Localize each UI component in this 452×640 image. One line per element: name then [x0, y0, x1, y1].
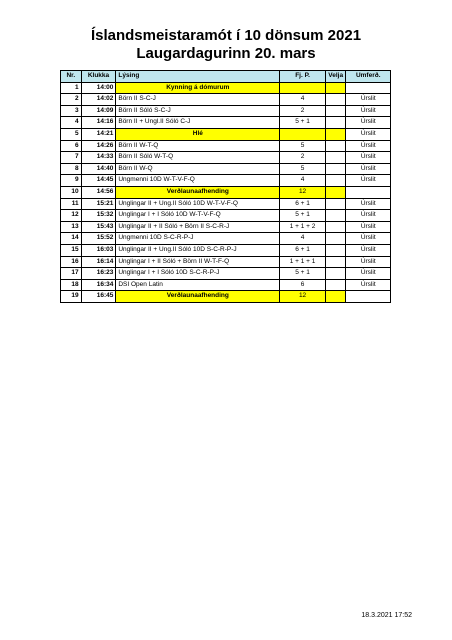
cell-lysing: Börn II Sóló S-C-J	[116, 105, 280, 117]
table-row	[61, 82, 391, 94]
cell-lysing: Unglingar II + Ung.II Sóló 10D S-C-R-P-J	[116, 244, 280, 256]
cell-lysing: Verðlaunaafhending	[116, 291, 280, 303]
cell-lysing: Unglingar I + I Sóló 10D S-C-R-P-J	[116, 268, 280, 280]
cell-fjp: 5 + 1	[280, 268, 326, 280]
cell-nr: 11	[61, 198, 82, 210]
cell-nr: 19	[61, 291, 82, 303]
table-row	[61, 175, 391, 187]
cell-lysing: Hlé	[116, 128, 280, 140]
cell-lysing: Börn II S-C-J	[116, 94, 280, 106]
cell-nr: 15	[61, 244, 82, 256]
cell-fjp: 6 + 1	[280, 198, 326, 210]
cell-umferd: Úrslit	[346, 210, 391, 222]
cell-lysing: Unglingar II + Ung.II Sóló 10D W-T-V-F-Q	[116, 198, 280, 210]
cell-umferd	[346, 186, 391, 198]
cell-fjp	[280, 82, 326, 94]
footer-timestamp: 18.3.2021 17:52	[361, 612, 412, 619]
cell-nr: 14	[61, 233, 82, 245]
header-fjp: Fj. P.	[280, 71, 326, 83]
cell-velja	[325, 279, 346, 291]
cell-klukka: 14:02	[81, 94, 116, 106]
cell-velja	[325, 94, 346, 106]
table-row	[61, 163, 391, 175]
cell-nr: 1	[61, 82, 82, 94]
schedule-table	[60, 70, 391, 303]
cell-lysing: Börn II W-Q	[116, 163, 280, 175]
cell-lysing: Börn II W-T-Q	[116, 140, 280, 152]
cell-umferd: Úrslit	[346, 94, 391, 106]
cell-klukka: 14:33	[81, 152, 116, 164]
cell-lysing: Unglingar I + I Sóló 10D W-T-V-F-Q	[116, 210, 280, 222]
cell-fjp: 1 + 1 + 2	[280, 221, 326, 233]
cell-klukka: 15:21	[81, 198, 116, 210]
cell-fjp: 5 + 1	[280, 117, 326, 129]
cell-velja	[325, 152, 346, 164]
cell-umferd: Úrslit	[346, 128, 391, 140]
table-row	[61, 291, 391, 303]
cell-nr: 5	[61, 128, 82, 140]
cell-klukka: 16:45	[81, 291, 116, 303]
cell-velja	[325, 291, 346, 303]
cell-klukka: 14:40	[81, 163, 116, 175]
cell-umferd: Úrslit	[346, 279, 391, 291]
cell-velja	[325, 82, 346, 94]
cell-velja	[325, 256, 346, 268]
cell-lysing: Unglingar I + II Sóló + Börn II W-T-F-Q	[116, 256, 280, 268]
table-row	[61, 268, 391, 280]
cell-velja	[325, 244, 346, 256]
cell-umferd: Úrslit	[346, 105, 391, 117]
header-velja: Velja	[325, 71, 346, 83]
cell-velja	[325, 210, 346, 222]
cell-nr: 17	[61, 268, 82, 280]
cell-velja	[325, 163, 346, 175]
cell-lysing: Unglingar II + II Sóló + Börn II S-C-R-J	[116, 221, 280, 233]
cell-nr: 18	[61, 279, 82, 291]
cell-klukka: 14:00	[81, 82, 116, 94]
cell-nr: 16	[61, 256, 82, 268]
cell-fjp: 4	[280, 94, 326, 106]
table-row	[61, 105, 391, 117]
cell-lysing: Börn II Sóló W-T-Q	[116, 152, 280, 164]
table-row	[61, 128, 391, 140]
cell-fjp	[280, 128, 326, 140]
cell-lysing: Ungmenni 10D W-T-V-F-Q	[116, 175, 280, 187]
cell-fjp: 2	[280, 105, 326, 117]
cell-fjp: 5 + 1	[280, 210, 326, 222]
table-row	[61, 279, 391, 291]
cell-nr: 7	[61, 152, 82, 164]
table-row	[61, 244, 391, 256]
cell-klukka: 15:52	[81, 233, 116, 245]
cell-velja	[325, 198, 346, 210]
cell-velja	[325, 117, 346, 129]
table-row	[61, 210, 391, 222]
cell-fjp: 4	[280, 175, 326, 187]
cell-fjp: 1 + 1 + 1	[280, 256, 326, 268]
cell-umferd	[346, 82, 391, 94]
cell-fjp: 12	[280, 186, 326, 198]
cell-nr: 3	[61, 105, 82, 117]
cell-klukka: 14:21	[81, 128, 116, 140]
cell-fjp: 5	[280, 163, 326, 175]
header-klukka: Klukka	[81, 71, 116, 83]
cell-fjp: 4	[280, 233, 326, 245]
cell-fjp: 12	[280, 291, 326, 303]
cell-umferd	[346, 291, 391, 303]
cell-lysing: Börn II + Ungl.II Sóló C-J	[116, 117, 280, 129]
table-row	[61, 256, 391, 268]
cell-velja	[325, 140, 346, 152]
cell-umferd: Úrslit	[346, 221, 391, 233]
table-row	[61, 117, 391, 129]
cell-klukka: 14:09	[81, 105, 116, 117]
table-row	[61, 140, 391, 152]
cell-umferd: Úrslit	[346, 198, 391, 210]
cell-klukka: 14:56	[81, 186, 116, 198]
table-row	[61, 233, 391, 245]
cell-umferd: Úrslit	[346, 256, 391, 268]
cell-nr: 10	[61, 186, 82, 198]
cell-umferd: Úrslit	[346, 175, 391, 187]
cell-velja	[325, 128, 346, 140]
cell-lysing: Ungmenni 10D S-C-R-P-J	[116, 233, 280, 245]
cell-klukka: 15:32	[81, 210, 116, 222]
cell-klukka: 15:43	[81, 221, 116, 233]
document-title: Íslandsmeistaramót í 10 dönsum 2021	[90, 27, 362, 44]
cell-klukka: 14:16	[81, 117, 116, 129]
cell-lysing: Verðlaunaafhending	[116, 186, 280, 198]
cell-umferd: Úrslit	[346, 117, 391, 129]
cell-fjp: 6	[280, 279, 326, 291]
cell-velja	[325, 233, 346, 245]
cell-fjp: 2	[280, 152, 326, 164]
cell-umferd: Úrslit	[346, 163, 391, 175]
cell-velja	[325, 105, 346, 117]
table-row	[61, 198, 391, 210]
cell-klukka: 16:34	[81, 279, 116, 291]
cell-fjp: 6 + 1	[280, 244, 326, 256]
table-row	[61, 94, 391, 106]
cell-umferd: Úrslit	[346, 244, 391, 256]
table-row	[61, 186, 391, 198]
cell-klukka: 16:14	[81, 256, 116, 268]
cell-umferd: Úrslit	[346, 268, 391, 280]
table-row	[61, 152, 391, 164]
cell-umferd: Úrslit	[346, 152, 391, 164]
header-lysing: Lýsing	[116, 71, 280, 83]
cell-lysing: Kynning á dómurum	[116, 82, 280, 94]
cell-klukka: 16:03	[81, 244, 116, 256]
cell-nr: 2	[61, 94, 82, 106]
cell-nr: 8	[61, 163, 82, 175]
cell-velja	[325, 268, 346, 280]
cell-klukka: 14:26	[81, 140, 116, 152]
cell-nr: 9	[61, 175, 82, 187]
cell-umferd: Úrslit	[346, 140, 391, 152]
cell-klukka: 14:45	[81, 175, 116, 187]
cell-velja	[325, 175, 346, 187]
header-umferd: Umferð.	[346, 71, 391, 83]
cell-nr: 13	[61, 221, 82, 233]
cell-klukka: 16:23	[81, 268, 116, 280]
cell-velja	[325, 186, 346, 198]
cell-fjp: 5	[280, 140, 326, 152]
cell-umferd: Úrslit	[346, 233, 391, 245]
document-subtitle: Laugardagurinn 20. mars	[136, 45, 316, 62]
cell-lysing: DSI Open Latin	[116, 279, 280, 291]
table-row	[61, 221, 391, 233]
cell-velja	[325, 221, 346, 233]
cell-nr: 6	[61, 140, 82, 152]
cell-nr: 4	[61, 117, 82, 129]
table-header-row	[61, 71, 391, 83]
header-nr: Nr.	[61, 71, 82, 83]
cell-nr: 12	[61, 210, 82, 222]
